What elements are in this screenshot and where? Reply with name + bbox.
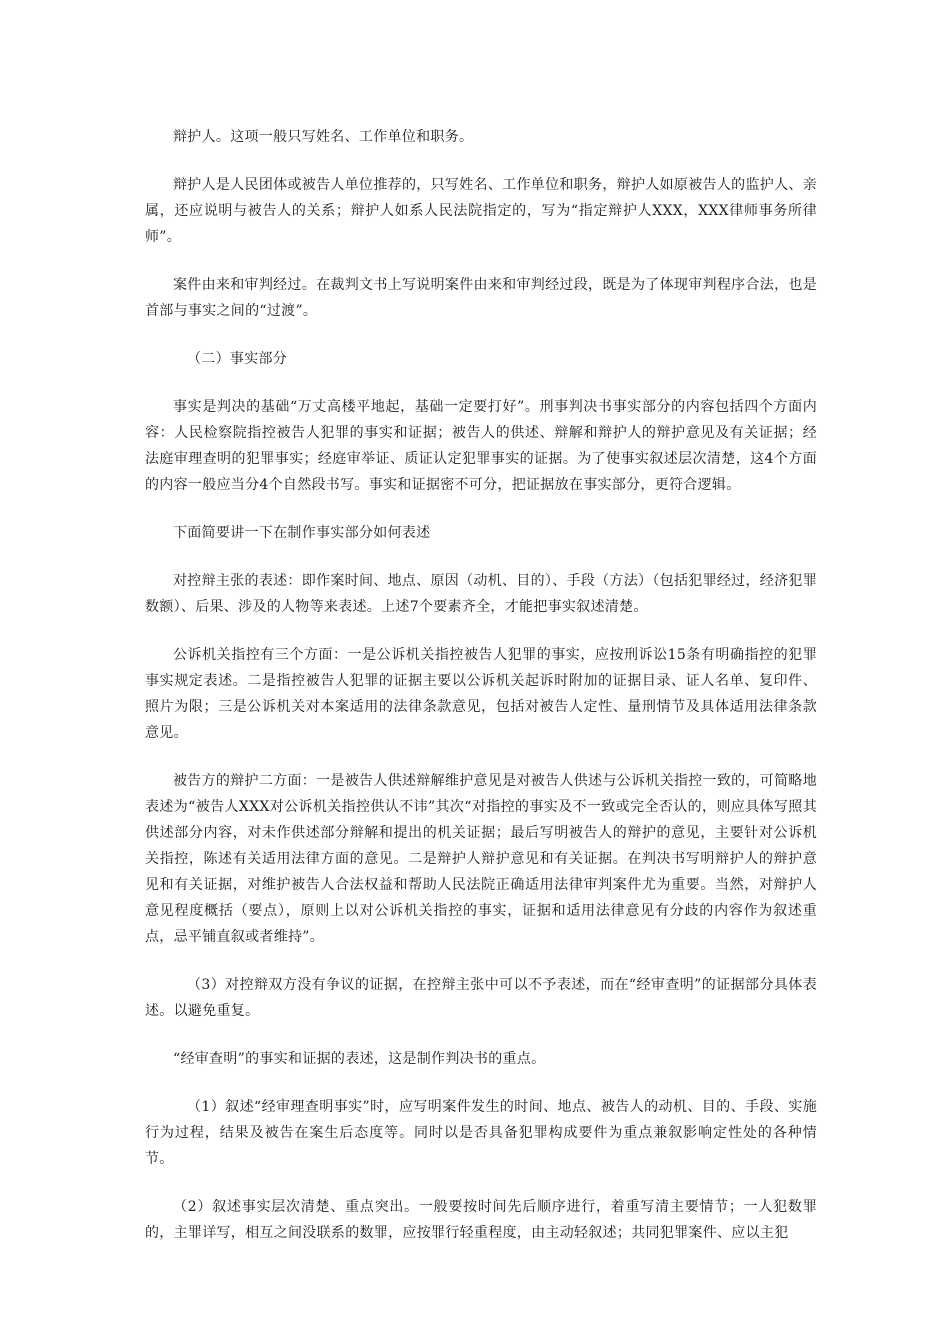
paragraph: （1）叙述“经审理查明事实”时，应写明案件发生的时间、地点、被告人的动机、目的、手段、实施行为过程，结果及被告在案生后态度等。同时以是否具备犯罪构成要件为重点兼叙影响定性处的各种情节。: [145, 1099, 817, 1167]
paragraph: 下面简要讲一下在制作事实部分如何表述: [173, 525, 431, 541]
paragraph: （3）对控辩双方没有争议的证据，在控辩主张中可以不予表述，而在“经审查明”的证据部分具体表述。以避免重复。: [145, 977, 817, 1019]
paragraph: 事实是判决的基础“万丈高楼平地起，基础一定要打好”。刑事判决书事实部分的内容包括四个方面内容：人民检察院指控被告人犯罪的事实和证据；被告人的供述、辩解和辩护人的辩护意见及有关证据；经法庭审理查明的犯罪事实；经庭审举证、质证认定犯罪事实的证据。为了使事实叙述层次清楚，这4个方面的内容一般应当分4个自然段书写。事实和证据密不可分，把证据放在事实部分，更符合逻辑。: [145, 399, 817, 493]
paragraph: 公诉机关指控有三个方面：一是公诉机关指控被告人犯罪的事实，应按刑诉讼15条有明确指控的犯罪事实规定表述。二是指控被告人犯罪的证据主要以公诉机关起诉时附加的证据目录、证人名单、复印件、照片为限；三是公诉机关对本案适用的法律条款意见，包括对被告人定性、量刑情节及具体适用法律条款意见。: [145, 647, 817, 741]
paragraph: 辩护人是人民团体或被告人单位推荐的，只写姓名、工作单位和职务，辩护人如原被告人的监护人、亲属，还应说明与被告人的关系；辩护人如系人民法院指定的，写为“指定辩护人XXX，XXX律师事务所律师”。: [145, 177, 817, 245]
paragraph: “经审查明”的事实和证据的表述，这是制作判决书的重点。: [173, 1051, 546, 1067]
document-body: [145, 124, 817, 1268]
paragraph: 对控辩主张的表述：即作案时间、地点、原因（动机、目的）、手段（方法）（包括犯罪经过，经济犯罪数额）、后果、涉及的人物等来表述。上述7个要素齐全，才能把事实叙述清楚。: [145, 573, 817, 615]
paragraph: 被告方的辩护二方面：一是被告人供述辩解维护意见是对被告人供述与公诉机关指控一致的，可简略地表述为“被告人XXX对公诉机关指控供认不讳”其次“对指控的事实及不一致或完全否认的，则应具体写照其供述部分内容，对未作供述部分辩解和提出的机关证据；最后写明被告人的辩护的意见，主要针对公诉机关指控，陈述有关适用法律方面的意见。二是辩护人辩护意见和有关证据。在判决书写明辩护人的辩护意见和有关证据，对维护被告人合法权益和帮助人民法院正确适用法律审判案件尤为重要。当然，对辩护人意见程度概括（要点），原则上以对公诉机关指控的事实，证据和适用法律意见有分歧的内容作为叙述重点，忌平铺直叙或者维持”。: [145, 773, 817, 945]
paragraph: （2）叙述事实层次清楚、重点突出。一般要按时间先后顺序进行，着重写清主要情节；一人犯数罪的，主罪详写，相互之间没联系的数罪，应按罪行轻重程度，由主动轻叙述；共同犯罪案件、应以主犯: [145, 1199, 817, 1241]
paragraph: 辩护人。这项一般只写姓名、工作单位和职务。: [173, 129, 474, 145]
section-heading: （二）事实部分: [187, 351, 288, 367]
paragraph: 案件由来和审判经过。在裁判文书上写说明案件由来和审判经过段，既是为了体现审判程序合法，也是首部与事实之间的“过渡”。: [145, 277, 817, 319]
